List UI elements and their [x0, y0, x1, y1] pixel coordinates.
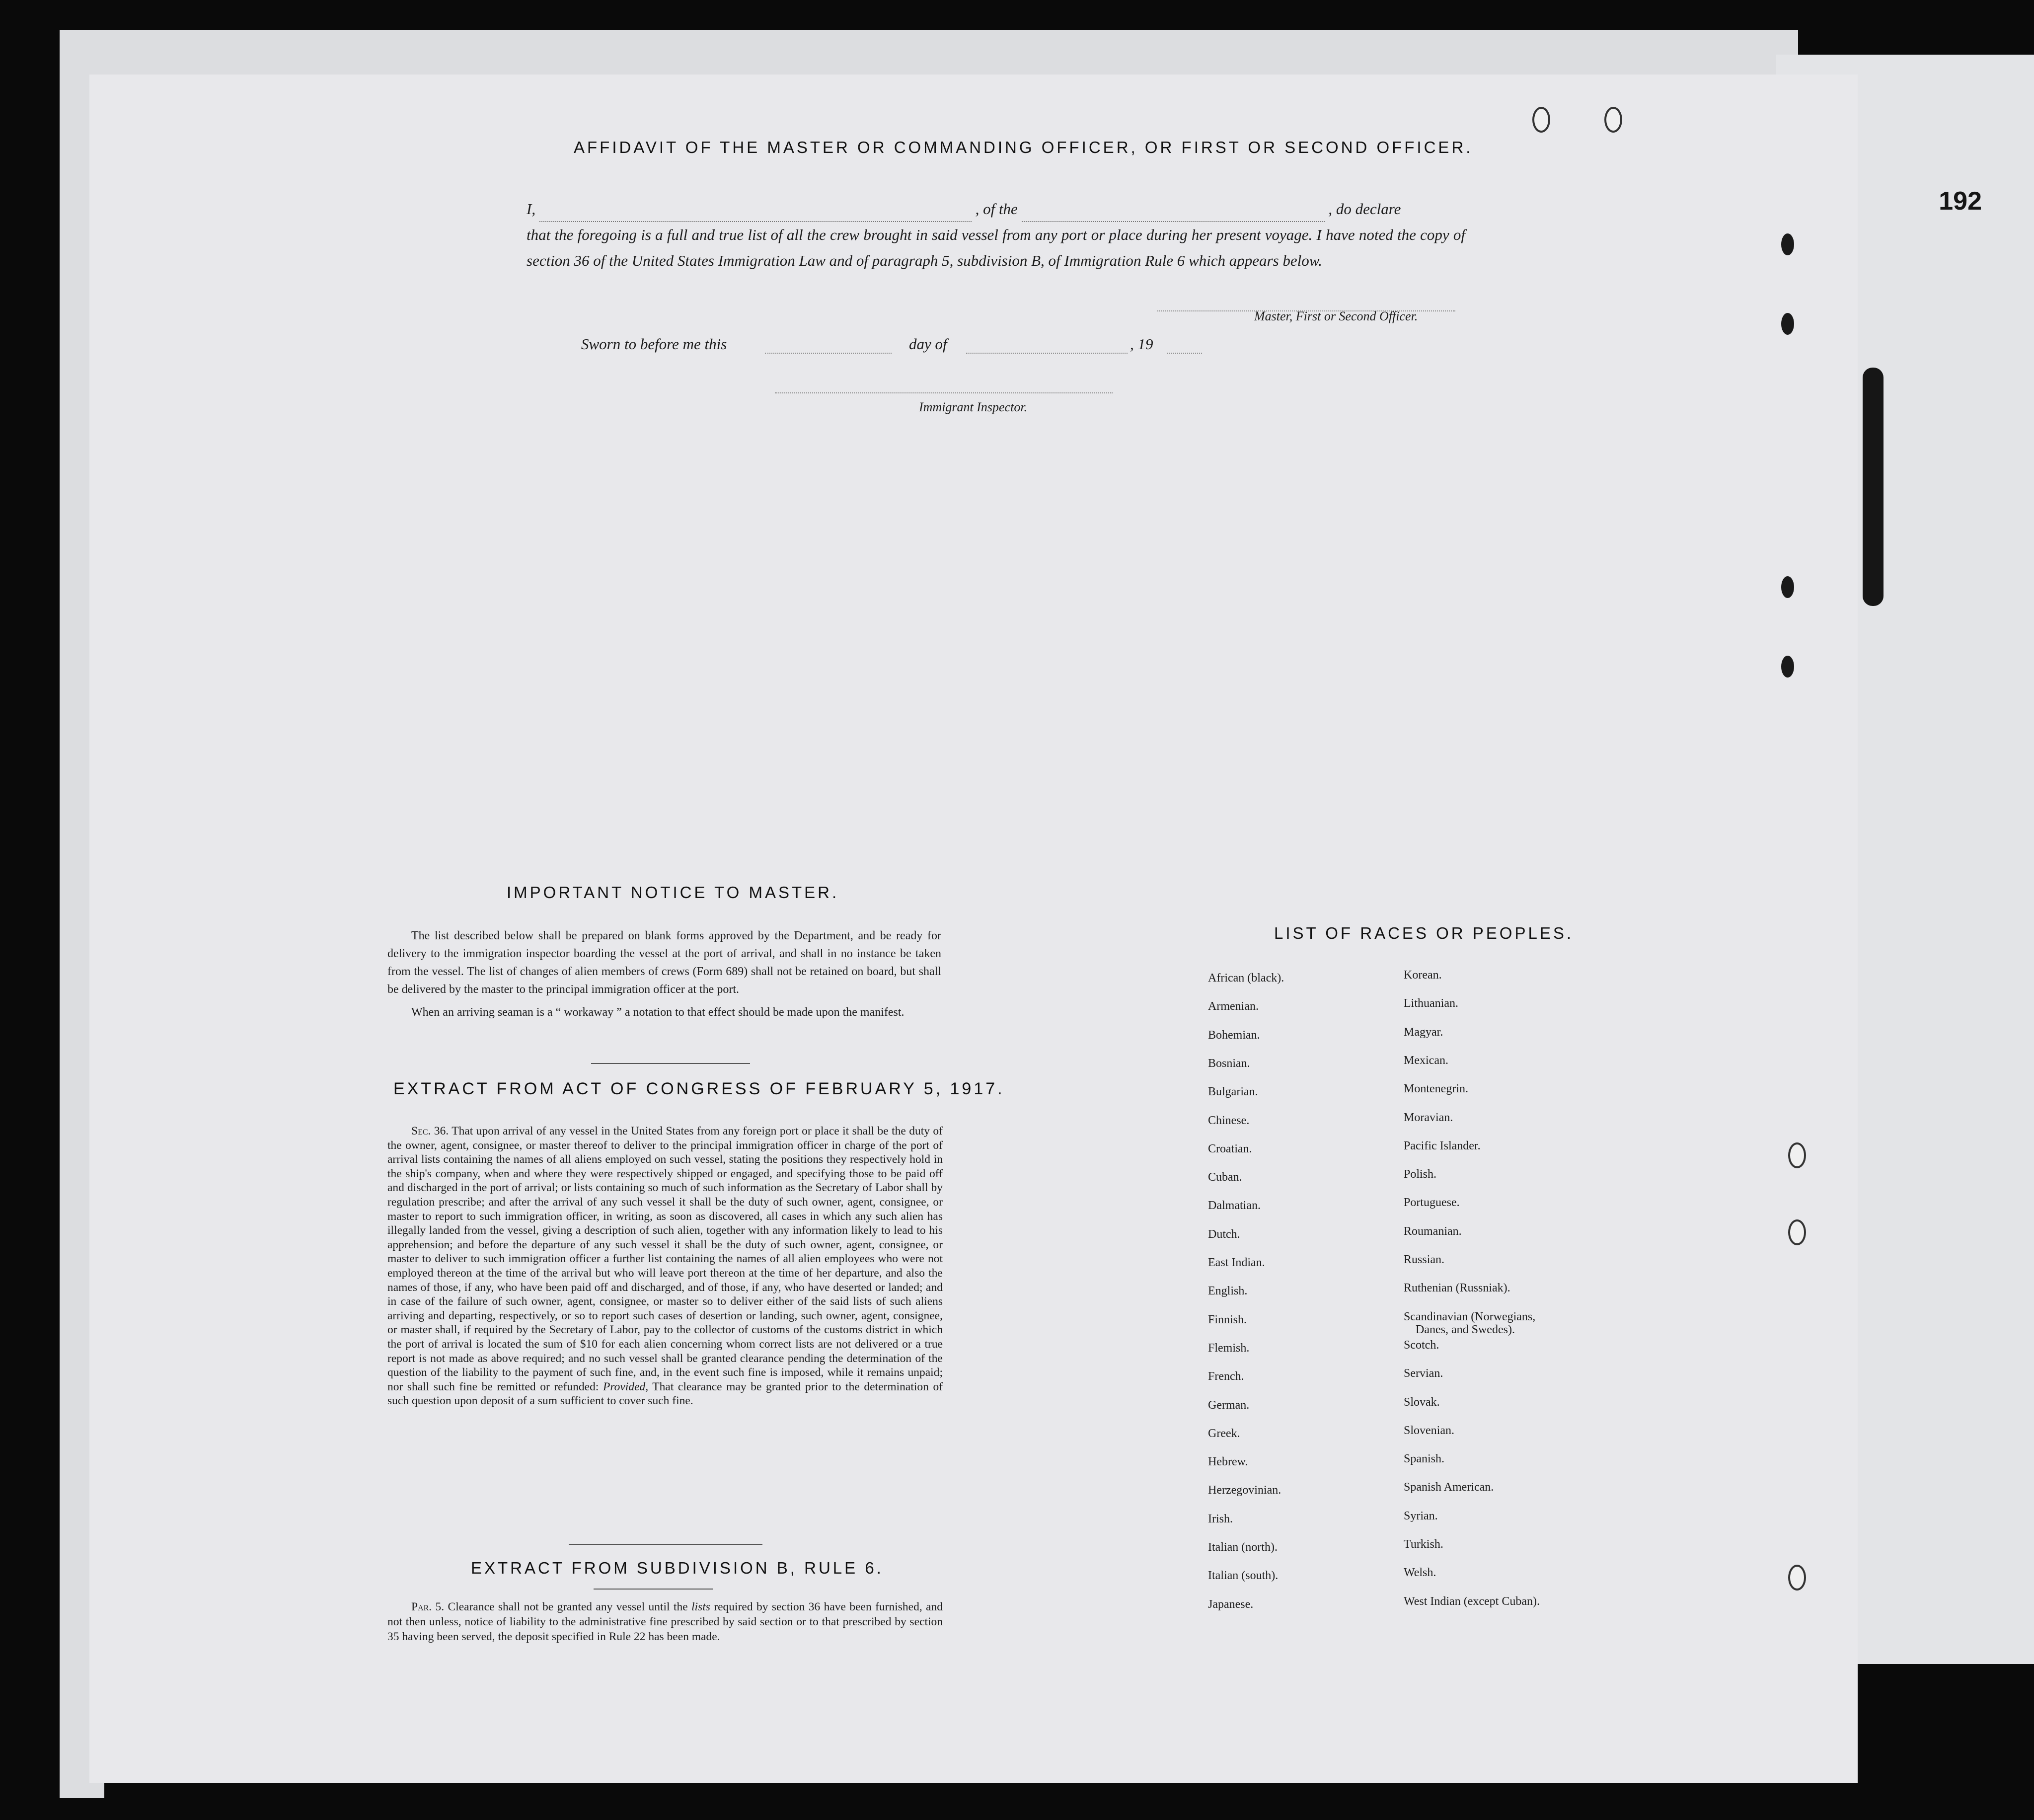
race-item: East Indian.: [1208, 1256, 1265, 1269]
affidavit-first-line: [527, 196, 1465, 222]
race-item: Scotch.: [1404, 1338, 1439, 1352]
race-item: Magyar.: [1404, 1025, 1443, 1039]
race-item: Welsh.: [1404, 1566, 1436, 1580]
race-item: Japanese.: [1208, 1597, 1254, 1611]
race-item: Herzegovinian.: [1208, 1484, 1281, 1497]
act-title: EXTRACT FROM ACT OF CONGRESS OF FEBRUARY 5, 1917.: [393, 1079, 1005, 1098]
race-item: Cuban.: [1208, 1171, 1242, 1184]
section-text-end: That clearance may be granted prior to the determination of such question upon deposit of a sum sufficient to cover such fine.: [387, 1380, 943, 1408]
race-item-continuation: Danes, and Swedes).: [1416, 1323, 1515, 1336]
rule6-title: EXTRACT FROM SUBDIVISION B, RULE 6.: [471, 1559, 884, 1577]
form-page: [89, 75, 1858, 1783]
affidavit-title: AFFIDAVIT OF THE MASTER OR COMMANDING OFFICER, OR FIRST OR SECOND OFFICER.: [574, 138, 1473, 156]
i-label: I,: [527, 200, 536, 218]
race-item: Ruthenian (Russniak).: [1404, 1282, 1510, 1295]
inspector-signature-line: [775, 392, 1113, 393]
race-item: French.: [1208, 1370, 1244, 1383]
race-item: Russian.: [1404, 1253, 1445, 1266]
race-item: Lithuanian.: [1404, 997, 1458, 1010]
do-declare-label: , do declare: [1328, 200, 1401, 218]
divider: [569, 1544, 762, 1545]
punch-hole: [1788, 1565, 1806, 1591]
divider: [591, 1063, 750, 1064]
of-the-label: , of the: [975, 200, 1018, 218]
year-label: , 19: [1130, 335, 1153, 353]
race-item: Slovenian.: [1404, 1424, 1454, 1437]
punch-hole: [1781, 656, 1794, 678]
act-body: [387, 1124, 943, 1408]
punch-hole: [1604, 107, 1622, 133]
inspector-label: Immigrant Inspector.: [919, 400, 1028, 414]
provided-word: Provided,: [603, 1380, 649, 1393]
race-item: Polish.: [1404, 1168, 1437, 1181]
race-item: Bohemian.: [1208, 1028, 1260, 1042]
race-item: Croatian.: [1208, 1142, 1252, 1155]
race-item: Scandinavian (Norwegians,: [1404, 1310, 1536, 1323]
race-item: German.: [1208, 1398, 1250, 1412]
page-number-stamp: 192: [1939, 187, 1982, 216]
punch-hole: [1781, 313, 1794, 335]
race-item: Turkish.: [1404, 1538, 1443, 1551]
race-item: Spanish American.: [1404, 1481, 1494, 1494]
section-text: That upon arrival of any vessel in the United States from any foreign port or place it shall be the duty of the owner, agent, consignee, or master thereof to deliver to the principal immigration officer in charge of the port of arrival lists containing the names of all aliens employed on such vessel, stating the positions they respectively hold in the ship's company, when and where they were respectively shipped or engaged, and specifying those to be paid off and discharged in the port of arrival; or lists containing so much of such information as the Secretary of Labor shall by regulation prescribe; and after the arrival of any such vessel it shall be the duty of such owner, agent, consignee, or master to report to such immigration officer, in writing, as soon as discovered, all cases in which any such alien has illegally landed from the vessel, giving a description of such alien, together with any information likely to lead to his apprehension; and before the departure of any such vessel it shall be the duty of such owner, agent, consignee, or master to deliver to such immigration officer a further list containing the names of all alien employees who were not employed thereon at the time of the arrival but who will leave port thereon at the time of her departure, and also the names of those, if any, who have been paid off and discharged, and of those, if any, who have deserted or landed; and in case of the failure of such owner, agent, consignee, or master so to deliver either of the said lists of such aliens arriving and departing, respectively, or so to report such cases of desertion or landing, such owner, agent, consignee, or master shall, if required by the Secretary of Labor, pay to the collector of customs of the customs district in which the port of arrival is located the sum of $10 for each alien concerning whom correct lists are not delivered or a true report is not made as above required; and no such vessel shall be granted clearance pending the determination of the question of the liability to the payment of such fine, and, in the event such fine is imposed, while it remains unpaid; nor shall such fine be remitted or refunded:: [387, 1125, 943, 1393]
race-item: Syrian.: [1404, 1509, 1438, 1522]
race-item: Finnish.: [1208, 1313, 1247, 1326]
punch-hole: [1781, 576, 1794, 598]
punch-hole: [1788, 1142, 1806, 1168]
punch-hole: [1532, 107, 1550, 133]
rule6-paragraph: [387, 1599, 943, 1644]
race-item: Bosnian.: [1208, 1057, 1250, 1070]
race-item: Portuguese.: [1404, 1196, 1460, 1210]
sworn-month-blank: [966, 353, 1128, 354]
section-label: Sec. 36.: [411, 1125, 449, 1138]
race-item: Armenian.: [1208, 1000, 1259, 1013]
sworn-day-blank: [765, 353, 892, 354]
sworn-year-blank: [1167, 353, 1202, 354]
race-item: Moravian.: [1404, 1111, 1453, 1124]
race-item: Flemish.: [1208, 1341, 1250, 1355]
race-item: Irish.: [1208, 1512, 1233, 1525]
divider: [594, 1589, 713, 1590]
notice-body: [387, 927, 941, 1021]
sworn-label: Sworn to before me this: [581, 335, 727, 353]
race-item: Pacific Islander.: [1404, 1139, 1481, 1152]
race-item: West Indian (except Cuban).: [1404, 1594, 1540, 1608]
day-of-label: day of: [909, 335, 947, 353]
race-item: Italian (north).: [1208, 1541, 1278, 1554]
punch-hole: [1788, 1219, 1806, 1245]
race-item: Montenegrin.: [1404, 1082, 1468, 1096]
rule6-text-b: required by section 36 have been furnished, and not then unless, notice of liability to the administrative fine prescribed by said section or to that prescribed by section 35 having been served, the deposit specified in Rule 22 has been made.: [387, 1600, 943, 1643]
race-item: Dutch.: [1208, 1227, 1240, 1241]
punch-hole: [1781, 233, 1794, 255]
race-item: English.: [1208, 1285, 1248, 1298]
race-item: Korean.: [1404, 969, 1442, 982]
race-item: African (black).: [1208, 972, 1284, 985]
notice-paragraph: When an arriving seaman is a “ workaway ” a notation to that effect should be made upon the manifest.: [411, 1006, 904, 1019]
affidavit-statement: that the foregoing is a full and true list of all the crew brought in said vessel from any port or place during her present voyage. I have noted the copy of section 36 of the United States Immigration Law and of paragraph 5, subdivision B, of Immigration Rule 6 which appears below.: [527, 226, 1465, 269]
races-title: LIST OF RACES OR PEOPLES.: [1274, 924, 1574, 942]
act-section-36: [387, 1124, 943, 1408]
race-item: Dalmatian.: [1208, 1199, 1261, 1213]
race-item: Roumanian.: [1404, 1224, 1462, 1238]
race-item: Servian.: [1404, 1367, 1443, 1380]
lists-word: lists: [691, 1600, 710, 1613]
ink-smudge: [1863, 368, 1883, 606]
par-label: Par. 5.: [411, 1600, 445, 1613]
rule6-text-a: Clearance shall not be granted any vessel until the: [448, 1600, 688, 1613]
race-item: Mexican.: [1404, 1054, 1448, 1067]
notice-paragraph: The list described below shall be prepared on blank forms approved by the Department, and be ready for delivery to the immigration inspector boarding the vessel at the port of arrival, and shall in no instance be taken from the vessel. The list of changes of alien members of crews (Form 689) shall not be retained on board, but shall be delivered by the master to the principal immigration officer at the port.: [387, 929, 941, 996]
race-item: Hebrew.: [1208, 1455, 1248, 1469]
race-item: Spanish.: [1404, 1452, 1445, 1466]
affidavit-body: [527, 196, 1465, 274]
race-item: Slovak.: [1404, 1395, 1440, 1409]
race-item: Bulgarian.: [1208, 1085, 1258, 1099]
race-item: Chinese.: [1208, 1114, 1250, 1127]
rule6-body: [387, 1599, 943, 1644]
notice-title: IMPORTANT NOTICE TO MASTER.: [507, 883, 839, 902]
master-signature-label: Master, First or Second Officer.: [1254, 309, 1418, 323]
race-item: Greek.: [1208, 1427, 1240, 1440]
race-item: Italian (south).: [1208, 1569, 1279, 1583]
